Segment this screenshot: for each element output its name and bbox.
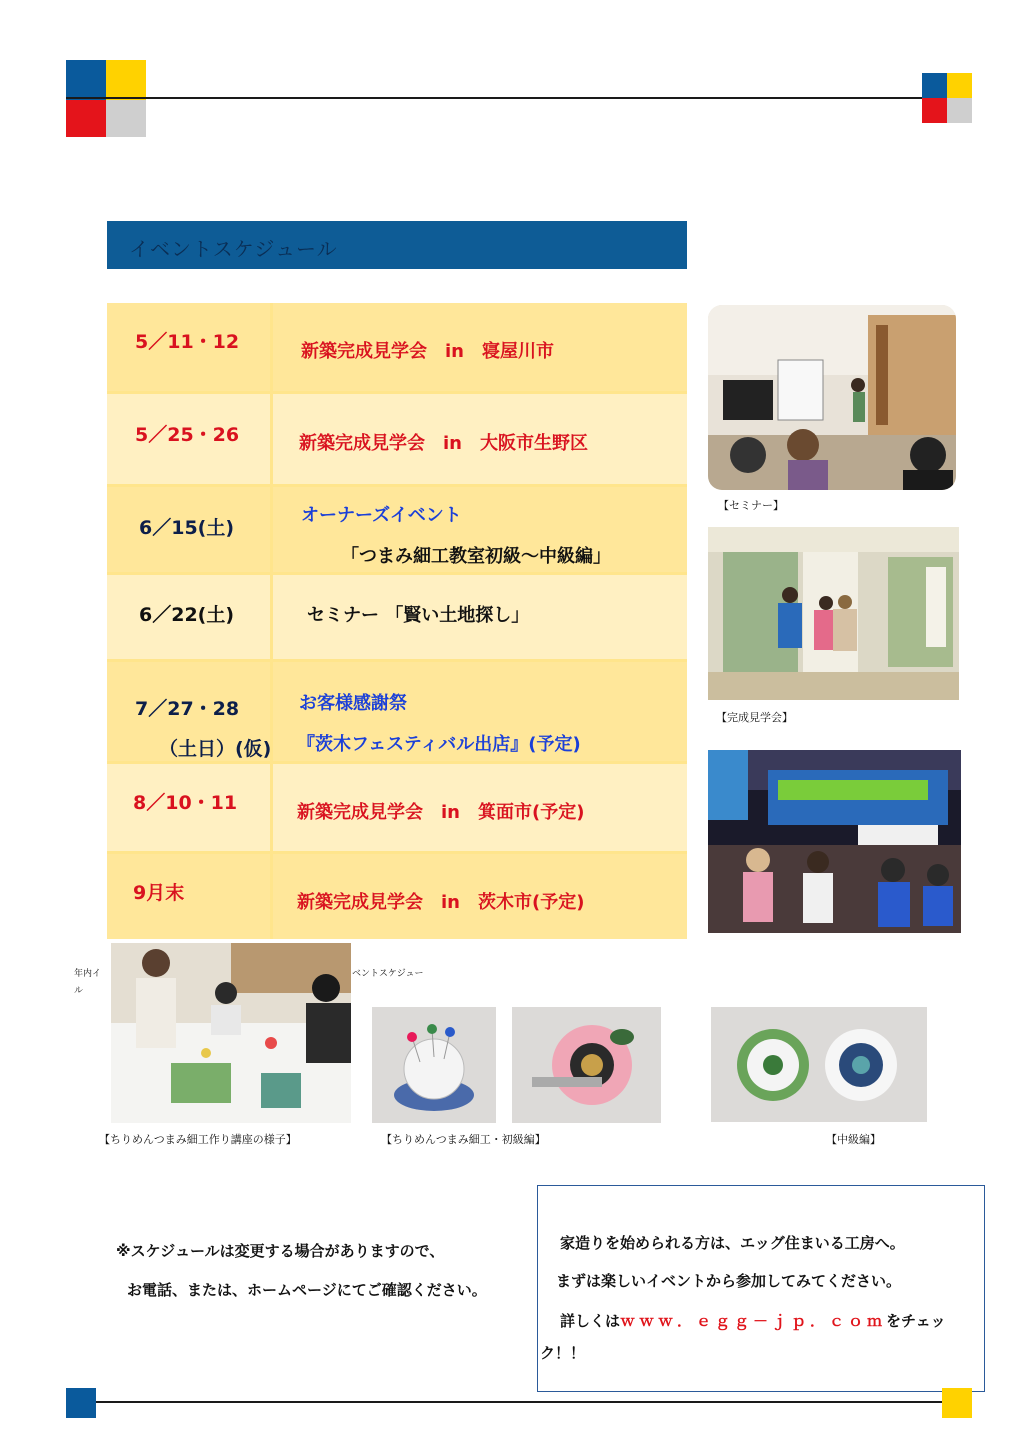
seminar-photo	[708, 305, 956, 490]
schedule-date: 9月末	[133, 882, 185, 904]
schedule-date: 6／15(土)	[139, 517, 235, 539]
info-line: まずは楽しいイベントから参加してみてください。	[556, 1272, 902, 1290]
schedule-event: 新築完成見学会 in 箕面市(予定)	[297, 802, 585, 823]
stray-text: 年内イ	[74, 969, 102, 979]
schedule-note: ※スケジュールは変更する場合がありますので、	[116, 1242, 445, 1260]
schedule-event: 新築完成見学会 in 寝屋川市	[301, 341, 554, 362]
decor-square-gray	[106, 100, 146, 137]
schedule-note-2: お電話、または、ホームページにてご確認ください。	[127, 1281, 487, 1299]
decor-square-red-right	[922, 98, 947, 123]
craft-beginner-photo-2	[512, 1007, 661, 1123]
decor-square-blue	[66, 60, 106, 100]
schedule-row	[107, 764, 687, 851]
schedule-date: 5／25・26	[135, 424, 240, 446]
schedule-event-detail: 「つまみ細工教室初級～中級編」	[341, 546, 611, 567]
schedule-date: 5／11・12	[135, 331, 240, 353]
beginner-caption: 【ちりめんつまみ細工・初級編】	[381, 1133, 546, 1146]
schedule-date: 6／22(土)	[139, 604, 235, 626]
info-box	[537, 1185, 985, 1392]
page-title: イベントスケジュール	[129, 237, 338, 261]
info-line: 家造りを始められる方は、エッグ住まいる工房へ。	[560, 1234, 905, 1252]
schedule-row	[107, 303, 687, 391]
schedule-date-note: （土日）(仮)	[159, 738, 272, 760]
decor-square-red	[66, 100, 106, 137]
schedule-event: 新築完成見学会 in 大阪市生野区	[299, 433, 588, 454]
decor-square-blue-bottom	[66, 1388, 96, 1418]
craft-intermediate-photo	[711, 1007, 927, 1122]
stray-text: ベントスケジュー	[352, 969, 424, 979]
schedule-row	[107, 662, 687, 761]
workshop-photo	[111, 943, 351, 1123]
section-title-bar	[107, 221, 687, 269]
bottom-rule	[96, 1401, 942, 1403]
kansei-photo	[708, 527, 959, 700]
info-line: ク！！	[540, 1344, 586, 1362]
info-text: 詳しくは	[560, 1312, 621, 1330]
decor-square-yellow-right	[947, 73, 972, 98]
schedule-event: オーナーズイベント	[301, 505, 462, 526]
schedule-event: セミナー 「賢い土地探し」	[307, 605, 530, 626]
craft-beginner-photo	[372, 1007, 496, 1123]
schedule-row	[107, 487, 687, 572]
stray-text: ル	[74, 986, 84, 996]
decor-square-yellow-bottom	[942, 1388, 972, 1418]
schedule-date: 8／10・11	[133, 792, 238, 814]
kansei-caption: 【完成見学会】	[716, 711, 793, 724]
decor-square-gray-right	[947, 98, 972, 123]
schedule-row	[107, 575, 687, 659]
schedule-row	[107, 854, 687, 939]
info-line	[560, 1310, 946, 1331]
decor-square-blue-right	[922, 73, 947, 98]
info-text: をチェッ	[886, 1312, 946, 1330]
intermediate-caption: 【中級編】	[826, 1133, 881, 1146]
website-link[interactable]: ｗｗｗ．ｅｇｇ－ｊｐ．ｃｏｍ	[620, 1312, 887, 1330]
schedule-event: 新築完成見学会 in 茨木市(予定)	[297, 892, 585, 913]
schedule-date: 7／27・28	[135, 698, 240, 720]
workshop-caption: 【ちりめんつまみ細工作り講座の様子】	[99, 1133, 297, 1146]
top-rule	[66, 97, 971, 99]
schedule-event: お客様感謝祭	[299, 693, 407, 714]
decor-square-yellow	[106, 60, 146, 100]
schedule-row	[107, 394, 687, 484]
schedule-table	[107, 303, 687, 939]
festival-photo	[708, 750, 961, 933]
seminar-caption: 【セミナー】	[718, 499, 784, 512]
schedule-event-detail: 『茨木フェスティバル出店』(予定)	[297, 734, 581, 755]
